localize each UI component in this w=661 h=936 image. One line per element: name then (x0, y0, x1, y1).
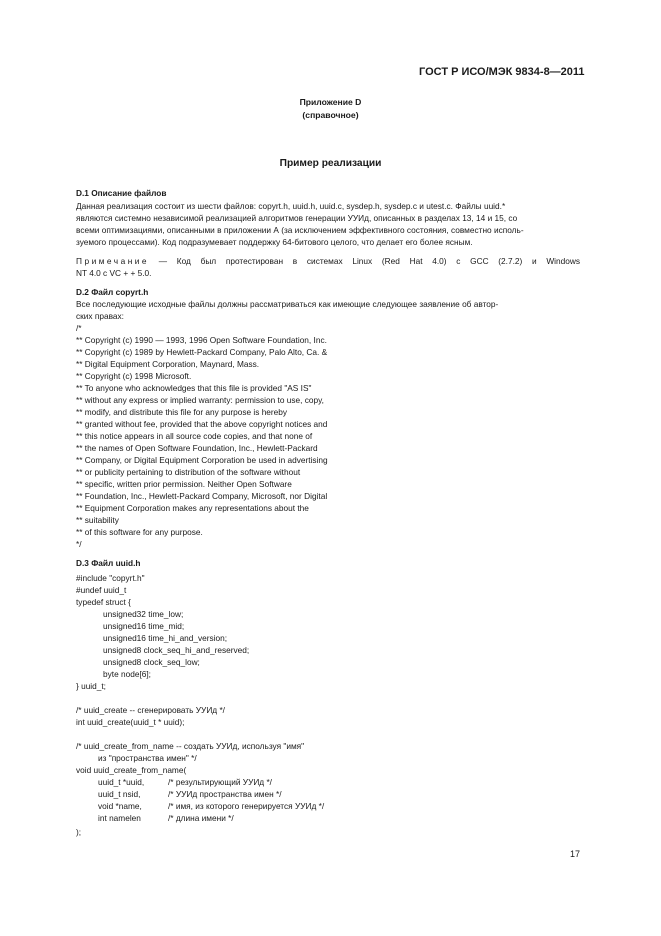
struct-field: unsigned16 time_hi_and_version; (103, 633, 228, 643)
section-title: Пример реализации (279, 158, 382, 169)
d2-heading: D.2 Файл copyrt.h (76, 287, 149, 297)
copyright-code-line: ** of this software for any purpose. (76, 527, 203, 537)
code-line-undef: #undef uuid_t (76, 585, 127, 595)
copyright-code-line: ** Equipment Corporation makes any representations about the (76, 503, 309, 513)
page-number: 17 (570, 849, 581, 859)
code-comment: из "пространства имен" */ (98, 753, 197, 763)
d3-heading: D.3 Файл uuid.h (76, 558, 141, 568)
copyright-code-line: ** or publicity pertaining to distribution of the software without (76, 467, 301, 477)
copyright-code-line: ** without any express or implied warranty: permission to use, copy, (76, 395, 324, 405)
copyright-code-line: ** suitability (76, 515, 119, 525)
copyright-code-line: ** specific, written prior permission. Neither Open Software (76, 479, 292, 489)
code-comment: /* uuid_create_from_name -- создать УУИд, используя "имя" (76, 741, 305, 751)
param-comment: /* длина имени */ (168, 813, 234, 823)
param-comment: /* имя, из которого генерируется УУИд */ (168, 801, 325, 811)
param-comment: /* результирующий УУИд */ (168, 777, 272, 787)
copyright-code-line: ** Copyright (c) 1998 Microsoft. (76, 371, 192, 381)
copyright-code-line: ** Foundation, Inc., Hewlett-Packard Company, Microsoft, nor Digital (76, 491, 328, 501)
note-text: — Код был протестирован в системах Linux (Red Hat 4.0) с GCC (2.7.2) и Windows (149, 256, 580, 266)
copyright-code-line: ** To anyone who acknowledges that this file is provided "AS IS" (76, 383, 312, 393)
code-line-decl: int uuid_create(uuid_t * uuid); (76, 717, 185, 727)
code-line-typedef-close: } uuid_t; (76, 681, 106, 691)
copyright-code-line: ** Company, or Digital Equipment Corporation be used in advertising (76, 455, 328, 465)
d2-intro-line: ских правах: (76, 311, 124, 321)
copyright-code-line: ** this notice appears in all source code copies, and that none of (76, 431, 313, 441)
struct-field: unsigned8 clock_seq_hi_and_reserved; (103, 645, 250, 655)
struct-field: unsigned32 time_low; (103, 609, 184, 619)
param-decl: int namelen (98, 813, 141, 823)
d1-para-line: зуемого процессами). Код подразумевает поддержку 64-битового целого, что делает его более ясным. (76, 237, 473, 247)
annex-subtitle: (справочное) (302, 110, 359, 120)
d2-intro-line: Все последующие исходные файлы должны рассматриваться как имеющие следующее заявление об автор- (76, 299, 499, 309)
param-decl: void *name, (98, 801, 142, 811)
code-line-typedef: typedef struct { (76, 597, 131, 607)
d1-note-line (76, 256, 580, 266)
struct-field: byte node[6]; (103, 669, 151, 679)
param-comment: /* УУИд пространства имен */ (168, 789, 282, 799)
standard-header: ГОСТ Р ИСО/МЭК 9834-8—2011 (419, 66, 585, 78)
param-decl: uuid_t nsid, (98, 789, 141, 799)
param-decl: uuid_t *uuid, (98, 777, 145, 787)
d1-note-line: NT 4.0 с VC + + 5.0. (76, 268, 152, 278)
copyright-code-line: ** the names of Open Software Foundation, Inc., Hewlett-Packard (76, 443, 318, 453)
copyright-code-line: /* (76, 323, 82, 333)
copyright-code-line: ** Copyright (c) 1990 — 1993, 1996 Open Software Foundation, Inc. (76, 335, 327, 345)
annex-title: Приложение D (299, 97, 362, 107)
d1-para-line: Данная реализация состоит из шести файлов: copyrt.h, uuid.h, uuid.c, sysdep.h, sysdep.c и utest.c. Файлы uuid.* (76, 201, 506, 211)
copyright-code-line: ** Digital Equipment Corporation, Maynard, Mass. (76, 359, 260, 369)
code-line-include: #include "copyrt.h" (76, 573, 145, 583)
copyright-code-line: */ (76, 539, 82, 549)
d1-heading: D.1 Описание файлов (76, 188, 167, 198)
d1-para-line: являются системно независимой реализацией алгоритмов генерации УУИд, описанных в разделах 13, 14 и 15, со (76, 213, 518, 223)
code-line-decl: void uuid_create_from_name( (76, 765, 187, 775)
code-comment: /* uuid_create -- сгенерировать УУИд */ (76, 705, 225, 715)
copyright-code-line: ** modify, and distribute this file for any purpose is hereby (76, 407, 288, 417)
copyright-code-line: ** granted without fee, provided that the above copyright notices and (76, 419, 328, 429)
struct-field: unsigned8 clock_seq_low; (103, 657, 200, 667)
copyright-code-line: ** Copyright (c) 1989 by Hewlett-Packard Company, Palo Alto, Ca. & (76, 347, 328, 357)
struct-field: unsigned16 time_mid; (103, 621, 185, 631)
note-label: Примечание (76, 256, 150, 266)
d1-para-line: всеми оптимизациями, описанными в приложении А (за исключением эффективного состояния, совместно исполь- (76, 225, 524, 235)
code-line-close: ); (76, 827, 82, 837)
